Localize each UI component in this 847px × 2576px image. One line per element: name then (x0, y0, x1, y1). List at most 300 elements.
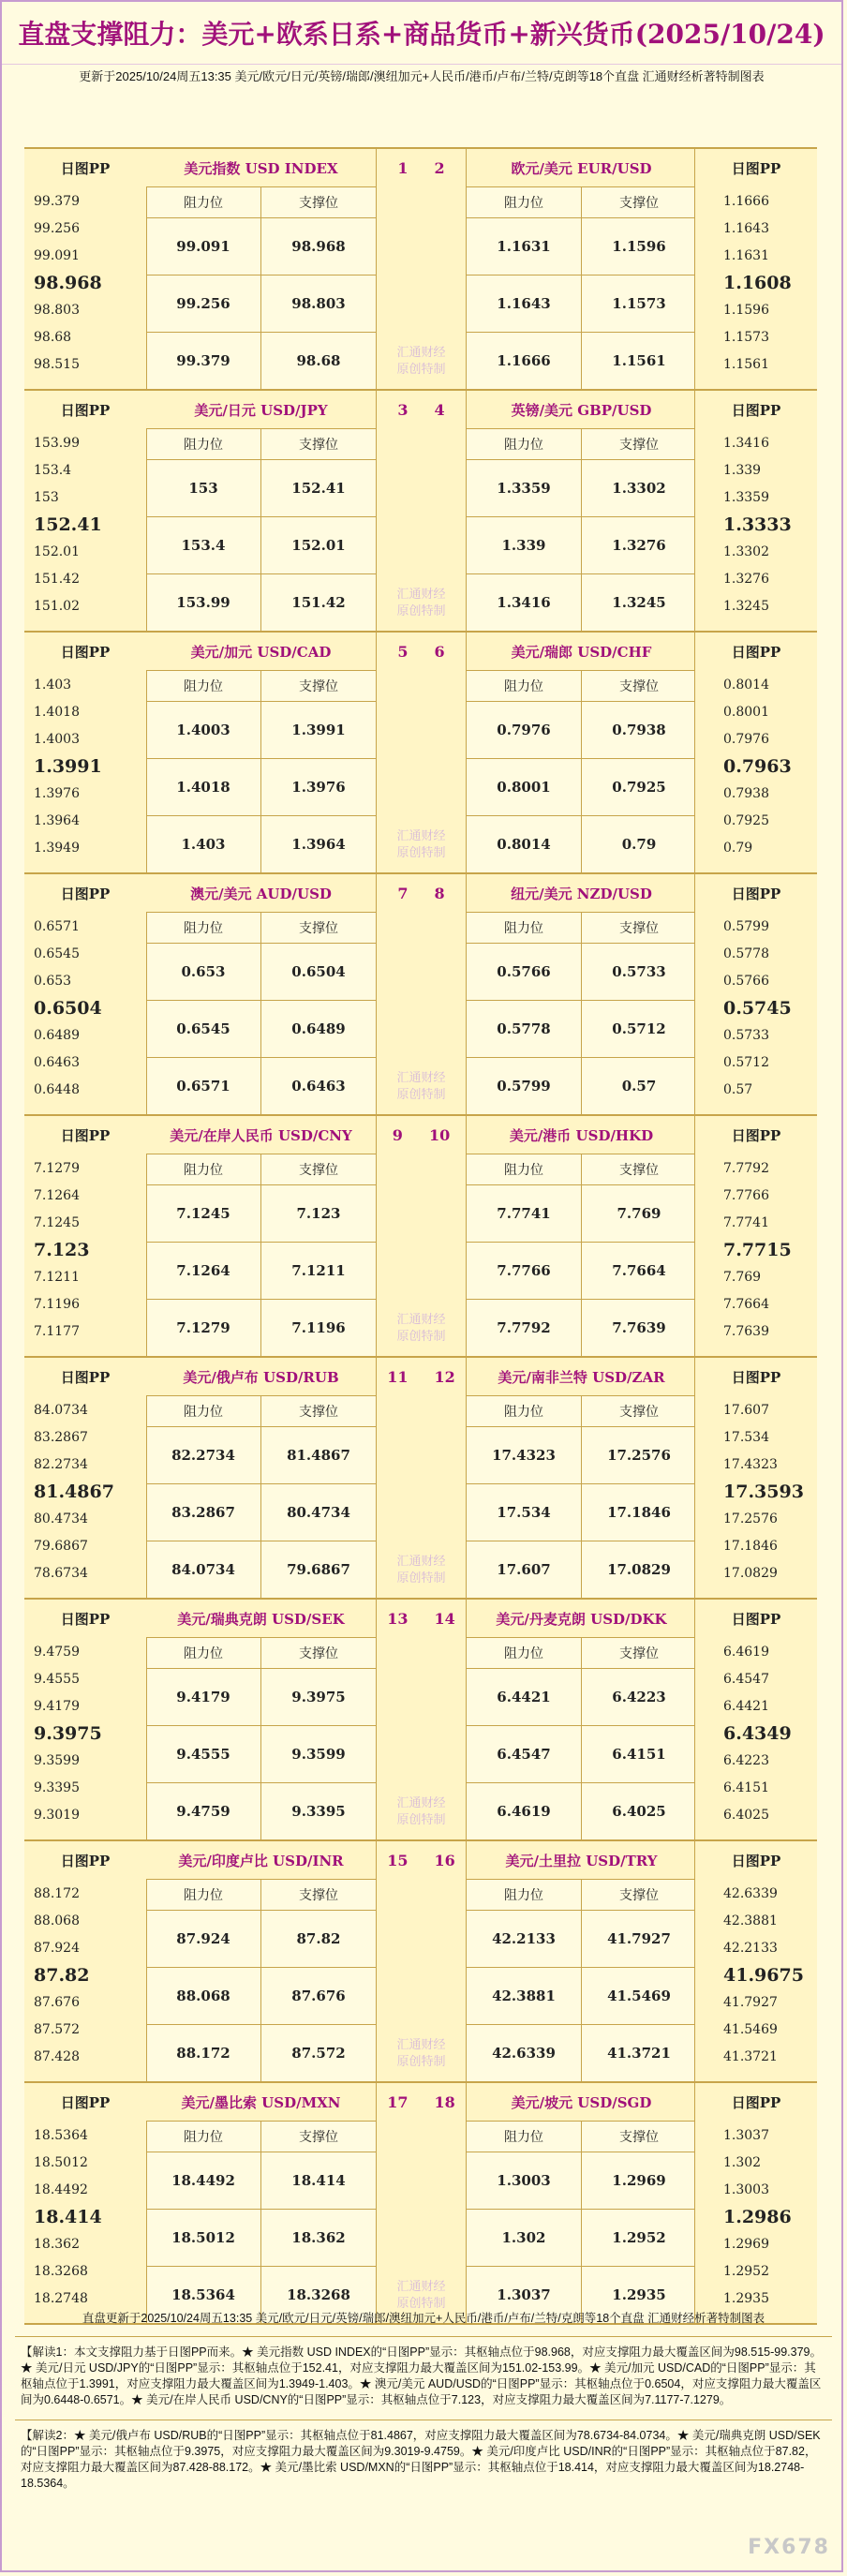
right-pp-value-pivot: 0.5745 (723, 998, 792, 1019)
left-pp-column (24, 633, 147, 872)
section-number-right: 16 (434, 1851, 455, 1869)
support-value: 0.6489 (291, 1020, 346, 1037)
right-pp-column (694, 1116, 817, 1356)
section-number-left: 9 (392, 1125, 403, 1144)
section-number-column (377, 1600, 466, 1839)
right-pp-value: 1.302 (723, 2155, 762, 2170)
level-row (146, 1968, 376, 2025)
resistance-value: 82.2734 (146, 1427, 261, 1483)
support-value: 1.3976 (291, 779, 346, 796)
resistance-header: 阻力位 (146, 429, 261, 459)
resistance-value: 1.4018 (146, 759, 261, 815)
level-row (146, 333, 376, 389)
left-pp-value: 79.6867 (34, 1539, 88, 1554)
support-value: 9.3599 (291, 1746, 346, 1763)
pair-section (24, 1356, 817, 1598)
brand-logo: FX678 (748, 2536, 830, 2559)
watermark: 汇通财经 原创特制 (396, 2279, 446, 2310)
right-pp-value: 1.3245 (723, 599, 769, 614)
section-number-column (377, 1116, 466, 1356)
right-pp-value: 42.6339 (723, 1886, 778, 1901)
right-pp-value-pivot: 17.3593 (723, 1482, 804, 1502)
right-pp-value: 0.5799 (723, 919, 769, 934)
left-pp-column (24, 391, 147, 631)
level-row (146, 1427, 376, 1484)
left-pair-table (146, 149, 377, 389)
footer-update-line: 直盘更新于2025/10/24周五13:35 美元/欧元/日元/英镑/瑞郎/澳纽加元+人民币/港币/卢布/兰特/克朗等18个直盘 汇通财经析著特制图表 (15, 2307, 832, 2337)
right-pp-value: 1.3359 (723, 490, 769, 505)
left-pp-column (24, 149, 147, 389)
support-value: 7.123 (296, 1205, 341, 1222)
right-pp-value: 6.4025 (723, 1808, 769, 1823)
left-pp-value-pivot: 0.6504 (34, 998, 102, 1019)
left-pp-value: 0.6448 (34, 1082, 80, 1097)
resistance-value: 17.534 (467, 1484, 582, 1541)
section-number-right: 2 (434, 158, 445, 177)
level-row (467, 1968, 696, 2025)
left-pair-table (146, 633, 377, 872)
left-pp-value: 9.3395 (34, 1780, 80, 1795)
resistance-value: 84.0734 (146, 1541, 261, 1598)
left-pair-name: 美元/墨比索 USD/MXN (146, 2083, 376, 2122)
section-number-column (377, 391, 466, 631)
left-pp-value: 18.2748 (34, 2291, 88, 2306)
left-pp-value: 7.1245 (34, 1215, 80, 1230)
left-pp-value: 7.1211 (34, 1270, 80, 1285)
left-pp-column (24, 1600, 147, 1839)
resistance-value: 0.8014 (467, 816, 582, 872)
pp-header: 日图PP (731, 643, 781, 661)
resistance-value: 1.1666 (467, 333, 582, 389)
left-pp-value-pivot: 1.3991 (34, 756, 102, 777)
left-pp-value: 7.1279 (34, 1161, 80, 1176)
section-number-column (377, 149, 466, 389)
left-pp-value: 0.6463 (34, 1055, 80, 1070)
pp-header: 日图PP (731, 1368, 781, 1386)
level-row (146, 218, 376, 275)
right-pp-column (694, 1358, 817, 1598)
level-row (467, 1669, 696, 1726)
resistance-header: 阻力位 (467, 671, 582, 701)
level-row (467, 517, 696, 574)
support-header: 支撑位 (299, 438, 338, 453)
resistance-value: 0.5778 (467, 1001, 582, 1057)
right-pp-value: 1.3037 (723, 2128, 769, 2143)
support-value: 152.01 (291, 537, 346, 554)
left-pair-name: 美元/印度卢比 USD/INR (146, 1841, 376, 1880)
level-row (467, 2152, 696, 2210)
right-pair-name: 美元/港币 USD/HKD (467, 1116, 696, 1154)
right-pp-value: 41.3721 (723, 2049, 778, 2064)
section-number-left: 3 (397, 400, 409, 419)
right-pair-name: 美元/南非兰特 USD/ZAR (467, 1358, 696, 1396)
resistance-value: 1.403 (146, 816, 261, 872)
right-pp-value: 7.7792 (723, 1161, 769, 1176)
left-pair-table (146, 1358, 377, 1598)
watermark: 汇通财经 原创特制 (396, 345, 446, 376)
support-value: 17.0829 (607, 1561, 671, 1578)
left-pp-column (24, 1841, 147, 2081)
support-value: 1.3276 (612, 537, 666, 554)
right-pp-value: 6.4619 (723, 1645, 769, 1660)
right-pp-value: 0.5778 (723, 946, 769, 961)
support-value: 17.2576 (607, 1447, 671, 1464)
right-pp-value: 0.5766 (723, 974, 769, 989)
left-pp-value-pivot: 81.4867 (34, 1482, 114, 1502)
section-number-column (377, 1358, 466, 1598)
level-row (146, 759, 376, 816)
resistance-value: 1.1643 (467, 275, 582, 332)
resistance-value: 99.379 (146, 333, 261, 389)
left-pp-column (24, 1358, 147, 1598)
left-pp-value: 99.379 (34, 194, 80, 209)
support-header: 支撑位 (299, 196, 338, 211)
right-pair-table (466, 149, 696, 389)
resistance-value: 1.3037 (467, 2267, 582, 2323)
support-value: 87.572 (291, 2045, 346, 2062)
level-row (146, 1669, 376, 1726)
left-pp-value: 1.3949 (34, 841, 80, 856)
resistance-value: 42.3881 (467, 1968, 582, 2024)
level-row (146, 816, 376, 872)
support-value: 6.4151 (612, 1746, 666, 1763)
left-pair-name: 美元/俄卢布 USD/RUB (146, 1358, 376, 1396)
resistance-value: 153.99 (146, 574, 261, 631)
right-pp-value: 1.1561 (723, 357, 769, 372)
resistance-value: 1.3003 (467, 2152, 582, 2209)
level-row (467, 2210, 696, 2267)
resistance-value: 7.1279 (146, 1300, 261, 1356)
support-value: 1.3964 (291, 836, 346, 853)
level-row (146, 1243, 376, 1300)
pp-header: 日图PP (731, 159, 781, 177)
footer (15, 2307, 832, 2497)
support-header: 支撑位 (299, 1888, 338, 1903)
support-value: 7.769 (617, 1205, 661, 1222)
pp-header: 日图PP (731, 1126, 781, 1144)
support-value: 79.6867 (287, 1561, 350, 1578)
support-value: 7.7639 (612, 1319, 666, 1336)
pair-section (24, 872, 817, 1114)
resistance-value: 0.8001 (467, 759, 582, 815)
right-pp-value-pivot: 1.3333 (723, 514, 792, 535)
right-pp-column (694, 391, 817, 631)
resistance-value: 17.607 (467, 1541, 582, 1598)
left-pair-table (146, 1841, 377, 2081)
left-pp-value: 18.5364 (34, 2128, 88, 2143)
resistance-value: 0.5766 (467, 944, 582, 1000)
left-pair-name: 美元/日元 USD/JPY (146, 391, 376, 429)
level-row (146, 1726, 376, 1783)
level-row (146, 1783, 376, 1839)
resistance-value: 9.4555 (146, 1726, 261, 1782)
pp-header: 日图PP (60, 643, 111, 661)
support-value: 1.1573 (612, 295, 666, 312)
right-pp-value: 0.79 (723, 841, 753, 856)
right-pp-value: 17.607 (723, 1403, 769, 1418)
right-pair-name: 美元/土里拉 USD/TRY (467, 1841, 696, 1880)
footer-note-1: 【解读1：本文支撑阻力基于日图PP而来。★ 美元指数 USD INDEX的“日图PP”显示：其枢轴点位于98.968，对应支撑阻力最大覆盖区间为98.515-99.379。★ 美元/日元 USD/JPY的“日图PP”显示：其枢轴点位于152.41，对应支撑阻力最大覆盖区间为151.02-153.99。★ 美元/加元 USD/CAD的“日图PP”显示：其枢轴点位于1.3991，对应支撑阻力最大覆盖区间为1.3949-1.403。★ 澳元/美元 AUD/USD的“日图PP”显示：其枢轴点位于0.6504，对应支撑阻力最大覆盖区间为0.6448-0.6571。★ 美元/在岸人民币 USD/CNY的“日图PP”显示：其枢轴点位于7.123，对应支撑阻力最大覆盖区间为7.1177-7.1279。 (21, 2345, 823, 2406)
left-pair-name: 美元/瑞典克朗 USD/SEK (146, 1600, 376, 1638)
left-pp-value: 0.6545 (34, 946, 80, 961)
resistance-header: 阻力位 (467, 429, 582, 459)
level-row (146, 574, 376, 631)
resistance-value: 1.3359 (467, 460, 582, 516)
level-row (467, 218, 696, 275)
watermark: 汇通财经 原创特制 (396, 828, 446, 859)
level-row (146, 1911, 376, 1968)
support-value: 0.6463 (291, 1078, 346, 1094)
section-number-right: 12 (434, 1367, 455, 1386)
right-pp-value: 41.5469 (723, 2022, 778, 2037)
support-value: 41.3721 (607, 2045, 671, 2062)
left-pp-value: 80.4734 (34, 1511, 88, 1526)
pair-section (24, 1598, 817, 1839)
resistance-header: 阻力位 (146, 1638, 261, 1668)
pair-section (24, 1114, 817, 1356)
support-header: 支撑位 (299, 921, 338, 936)
resistance-header: 阻力位 (146, 1396, 261, 1426)
left-pair-table (146, 2083, 377, 2323)
left-pp-value: 153.4 (34, 463, 72, 478)
left-pp-value: 88.068 (34, 1913, 80, 1928)
left-pp-value-pivot: 98.968 (34, 273, 102, 293)
level-row (146, 2210, 376, 2267)
pp-header: 日图PP (60, 159, 111, 177)
support-value: 41.7927 (607, 1930, 671, 1947)
resistance-value: 18.5012 (146, 2210, 261, 2266)
resistance-header: 阻力位 (467, 1638, 582, 1668)
right-pair-name: 美元/坡元 USD/SGD (467, 2083, 696, 2122)
support-value: 151.42 (291, 594, 346, 611)
support-value: 9.3975 (291, 1689, 346, 1705)
support-value: 18.414 (291, 2172, 346, 2189)
left-pair-table (146, 391, 377, 631)
right-pp-column (694, 1841, 817, 2081)
watermark: 汇通财经 原创特制 (396, 1795, 446, 1826)
left-pp-value: 84.0734 (34, 1403, 88, 1418)
right-pp-value: 17.4323 (723, 1457, 778, 1472)
right-pp-column (694, 633, 817, 872)
left-pair-name: 澳元/美元 AUD/USD (146, 874, 376, 913)
left-pair-name: 美元/加元 USD/CAD (146, 633, 376, 671)
left-pp-value: 18.5012 (34, 2155, 88, 2170)
resistance-value: 7.7741 (467, 1185, 582, 1242)
right-pp-value: 17.1846 (723, 1539, 778, 1554)
level-row (467, 1001, 696, 1058)
watermark: 汇通财经 原创特制 (396, 1554, 446, 1585)
level-row (146, 2152, 376, 2210)
right-pp-value: 1.3302 (723, 544, 769, 559)
right-pair-name: 美元/丹麦克朗 USD/DKK (467, 1600, 696, 1638)
left-pp-value: 1.3976 (34, 786, 80, 801)
left-pp-value: 87.572 (34, 2022, 80, 2037)
right-pp-value: 0.7976 (723, 732, 769, 747)
section-number-left: 17 (387, 2092, 409, 2111)
right-pp-value: 1.1596 (723, 303, 769, 318)
left-pp-value: 7.1177 (34, 1324, 80, 1339)
left-pp-value: 7.1264 (34, 1188, 80, 1203)
support-value: 41.5469 (607, 1988, 671, 2004)
resistance-value: 87.924 (146, 1911, 261, 1967)
support-value: 87.676 (291, 1988, 346, 2004)
resistance-value: 83.2867 (146, 1484, 261, 1541)
level-row (146, 1058, 376, 1114)
resistance-header: 阻力位 (146, 671, 261, 701)
pp-header: 日图PP (60, 1610, 111, 1628)
resistance-header: 阻力位 (146, 187, 261, 217)
support-value: 98.968 (291, 238, 346, 255)
right-pp-value: 17.2576 (723, 1511, 778, 1526)
support-header: 支撑位 (619, 438, 659, 453)
resistance-value: 99.256 (146, 275, 261, 332)
right-pp-value: 0.57 (723, 1082, 753, 1097)
section-number-left: 1 (397, 158, 409, 177)
left-pp-value: 1.403 (34, 678, 72, 692)
resistance-header: 阻力位 (467, 1154, 582, 1184)
right-pp-value: 6.4547 (723, 1672, 769, 1687)
level-row (467, 1243, 696, 1300)
resistance-header: 阻力位 (467, 913, 582, 943)
support-value: 1.3302 (612, 480, 666, 497)
left-pp-value: 87.924 (34, 1941, 80, 1956)
support-value: 17.1846 (607, 1504, 671, 1521)
left-pair-name: 美元指数 USD INDEX (146, 149, 376, 187)
left-pp-value: 0.653 (34, 974, 72, 989)
support-header: 支撑位 (619, 1405, 659, 1420)
section-number-column (377, 633, 466, 872)
resistance-value: 0.6545 (146, 1001, 261, 1057)
right-pair-table (466, 2083, 696, 2323)
level-row (146, 1541, 376, 1598)
support-value: 18.362 (291, 2229, 346, 2246)
level-row (146, 1484, 376, 1541)
pp-header: 日图PP (731, 1610, 781, 1628)
support-value: 98.803 (291, 295, 346, 312)
support-value: 0.79 (621, 836, 657, 853)
right-pair-name: 欧元/美元 EUR/USD (467, 149, 696, 187)
section-number-right: 18 (434, 2092, 455, 2111)
left-pp-value: 152.01 (34, 544, 80, 559)
right-pp-value: 1.1666 (723, 194, 769, 209)
watermark: 汇通财经 原创特制 (396, 587, 446, 618)
support-header: 支撑位 (299, 1405, 338, 1420)
right-pair-table (466, 633, 696, 872)
left-pair-table (146, 874, 377, 1114)
right-pp-value: 0.5712 (723, 1055, 769, 1070)
section-number-right: 4 (434, 400, 445, 419)
resistance-value: 9.4179 (146, 1669, 261, 1725)
support-value: 0.57 (621, 1078, 657, 1094)
left-pp-value: 1.4018 (34, 705, 80, 720)
resistance-value: 18.4492 (146, 2152, 261, 2209)
support-header: 支撑位 (299, 1163, 338, 1178)
resistance-value: 88.172 (146, 2025, 261, 2081)
level-row (467, 1300, 696, 1356)
left-pp-column (24, 874, 147, 1114)
right-pp-column (694, 2083, 817, 2323)
resistance-header: 阻力位 (467, 1880, 582, 1910)
left-pp-value-pivot: 152.41 (34, 514, 102, 535)
left-pp-value: 1.3964 (34, 813, 80, 828)
support-value: 18.3268 (287, 2286, 350, 2303)
level-row (467, 1185, 696, 1243)
watermark: 汇通财经 原创特制 (396, 1312, 446, 1343)
section-number-right: 10 (428, 1125, 451, 1144)
pp-header: 日图PP (731, 401, 781, 419)
right-pp-value: 1.3003 (723, 2182, 769, 2197)
right-pp-value-pivot: 6.4349 (723, 1723, 792, 1744)
pp-header: 日图PP (731, 1852, 781, 1869)
level-row (146, 275, 376, 333)
support-value: 87.82 (296, 1930, 341, 1947)
right-pp-column (694, 149, 817, 389)
left-pp-value: 83.2867 (34, 1430, 88, 1445)
support-header: 支撑位 (619, 196, 659, 211)
level-row (146, 517, 376, 574)
pair-section (24, 389, 817, 631)
resistance-value: 1.339 (467, 517, 582, 573)
level-row (467, 1484, 696, 1541)
right-pp-column (694, 1600, 817, 1839)
levels-table (24, 147, 817, 2325)
resistance-header: 阻力位 (467, 1396, 582, 1426)
resistance-value: 7.7792 (467, 1300, 582, 1356)
right-pp-value-pivot: 7.7715 (723, 1240, 792, 1260)
level-row (467, 574, 696, 631)
level-row (467, 702, 696, 759)
resistance-value: 17.4323 (467, 1427, 582, 1483)
support-header: 支撑位 (619, 921, 659, 936)
right-pp-value: 1.1643 (723, 221, 769, 236)
left-pp-value: 9.4555 (34, 1672, 80, 1687)
support-header: 支撑位 (299, 2130, 338, 2145)
page-subtitle: 更新于2025/10/24周五13:35 美元/欧元/日元/英镑/瑞郎/澳纽加元+人民币/港币/卢布/兰特/克朗等18个直盘 汇通财经析著特制图表 (79, 69, 765, 83)
level-row (467, 2025, 696, 2081)
right-pp-value-pivot: 1.2986 (723, 2207, 792, 2227)
left-pp-value: 98.515 (34, 357, 80, 372)
support-value: 6.4025 (612, 1803, 666, 1820)
right-pair-table (466, 1116, 696, 1356)
left-pp-value: 151.02 (34, 599, 80, 614)
section-number-column (377, 874, 466, 1114)
level-row (467, 1058, 696, 1114)
right-pp-value: 1.339 (723, 463, 762, 478)
left-pp-value: 87.428 (34, 2049, 80, 2064)
left-pp-value-pivot: 7.123 (34, 1240, 90, 1260)
resistance-value: 0.653 (146, 944, 261, 1000)
right-pp-value: 7.7664 (723, 1297, 769, 1312)
left-pp-value: 1.4003 (34, 732, 80, 747)
support-value: 0.7938 (612, 722, 666, 738)
left-pp-value-pivot: 87.82 (34, 1965, 90, 1986)
section-number-right: 14 (434, 1609, 455, 1628)
support-value: 6.4223 (612, 1689, 666, 1705)
pp-header: 日图PP (60, 1368, 111, 1386)
resistance-value: 18.5364 (146, 2267, 261, 2323)
resistance-value: 6.4619 (467, 1783, 582, 1839)
support-header: 支撑位 (299, 1646, 338, 1661)
left-pp-value: 9.3599 (34, 1753, 80, 1768)
pair-section (24, 631, 817, 872)
right-pp-value: 0.7938 (723, 786, 769, 801)
resistance-header: 阻力位 (146, 913, 261, 943)
right-pp-value: 0.8014 (723, 678, 769, 692)
right-pp-value: 0.7925 (723, 813, 769, 828)
watermark: 汇通财经 原创特制 (396, 2037, 446, 2068)
right-pp-value: 1.3416 (723, 436, 769, 451)
level-row (467, 275, 696, 333)
